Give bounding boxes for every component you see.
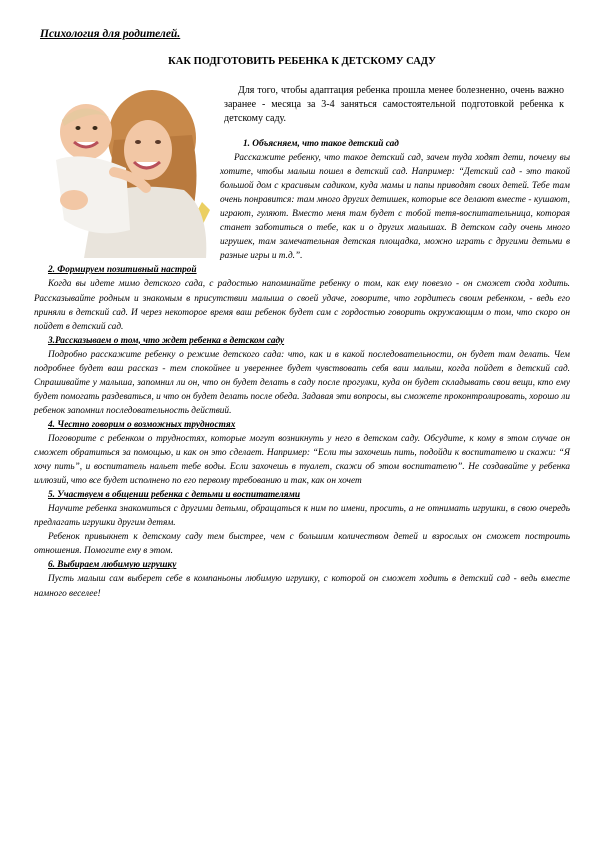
section-heading: 5. Участвуем в общении ребенка с детьми и воспитателями [48, 490, 301, 501]
intro-paragraph: Для того, чтобы адаптация ребенка прошла менее болезненно, очень важно заранее - месяца за 3-4 заняться самостоятельной подготовкой ребенка к детскому саду. [224, 85, 564, 124]
document-body [34, 137, 570, 601]
document-title: КАК ПОДГОТОВИТЬ РЕБЕНКА К ДЕТСКОМУ САДУ [168, 56, 436, 67]
section-paragraph: Когда вы идете мимо детского сада, с радостью напоминайте ребенку о том, как ему повезло - он сможет сюда ходить. Рассказывайте родным и знакомым в присутствии малыша о своей удаче, говорите, что гордитесь своим ребенком, - ведь его приняли в детский сад. И через некоторое время ваш ребенок будет сам с гордостью говорить окружающим о том, что скоро он пойдет в детский сад. [34, 279, 570, 332]
section-paragraph: Расскажите ребенку, что такое детский сад, зачем туда ходят дети, почему вы хотите, чтобы малыш пошел в детский сад. Например: “Детский сад - это такой большой дом с красивым садиком, куда мамы и папы приводят своих детей. Тебе там очень понравится: там много других детишек, которые все делают вместе - кушают, играют, гуляют. Вместо меня там будет с тобой тетя-воспитательница, которая станет заботиться о тебе, как и о других малышах. В детском саду очень много игрушек, там замечательная детская площадка, можно играть с другими детьми в разные игры и т.д.”. [220, 153, 570, 262]
section-heading: 1. Объясняем, что такое детский сад [243, 139, 399, 149]
section-paragraph: Ребенок привыкнет к детскому саду тем быстрее, чем с большим количеством детей и взрослых он сможет построить отношения. Помогите ему в этом. [34, 532, 570, 557]
section-paragraph: Научите ребенка знакомиться с другими детьми, обращаться к ним по имени, просить, а не отнимать игрушки, в свою очередь предлагать игрушки другим детям. [34, 504, 570, 529]
photo-wrap-spacer [34, 137, 220, 261]
section-heading: 6. Выбираем любимую игрушку [48, 560, 177, 571]
section-paragraph: Подробно расскажите ребенку о режиме детского сада: что, как и в какой последовательности, он будет там делать. Чем подробнее будет ваш рассказ - тем спокойнее и увереннее будет чувствовать себя ваш малыш, когда пойдет в детский сад. Спрашивайте у малыша, запомнил ли он, что он будет делать в саду после прогулки, куда он будет складывать свои вещи, кто ему будет помогать раздеваться, и что он будет делать после обеда. Задавая эти вопросы, вы сможете проконтролировать, хорошо ли ребенок запомнил последовательность действий. [34, 349, 570, 416]
section-paragraph: Пусть малыш сам выберет себе в компаньоны любимую игрушку, с которой он сможет ходить в детский сад - ведь вместе намного веселее! [34, 574, 570, 599]
section-heading: 3.Рассказываем о том, что ждет ребенка в детском саду [48, 335, 285, 346]
document-header: Психология для родителей. [40, 28, 181, 40]
section-heading: 4. Честно говорим о возможных трудностях [48, 419, 236, 430]
section-paragraph: Поговорите с ребенком о трудностях, которые могут возникнуть у него в детском саду. Обсудите, к кому в этом случае он сможет обратиться за помощью, и как он это сделает. Например: “Если ты захочешь пить, подойди к воспитателю и скажи: “Я хочу пить”, и воспитатель нальет тебе воды. Если захочешь в туалет, скажи об этом воспитателю”. Не создавайте у ребенка иллюзий, что все будет исполнено по его первому требованию и так, как он хочет [34, 433, 570, 487]
section-heading: 2. Формируем позитивный настрой [48, 265, 197, 276]
